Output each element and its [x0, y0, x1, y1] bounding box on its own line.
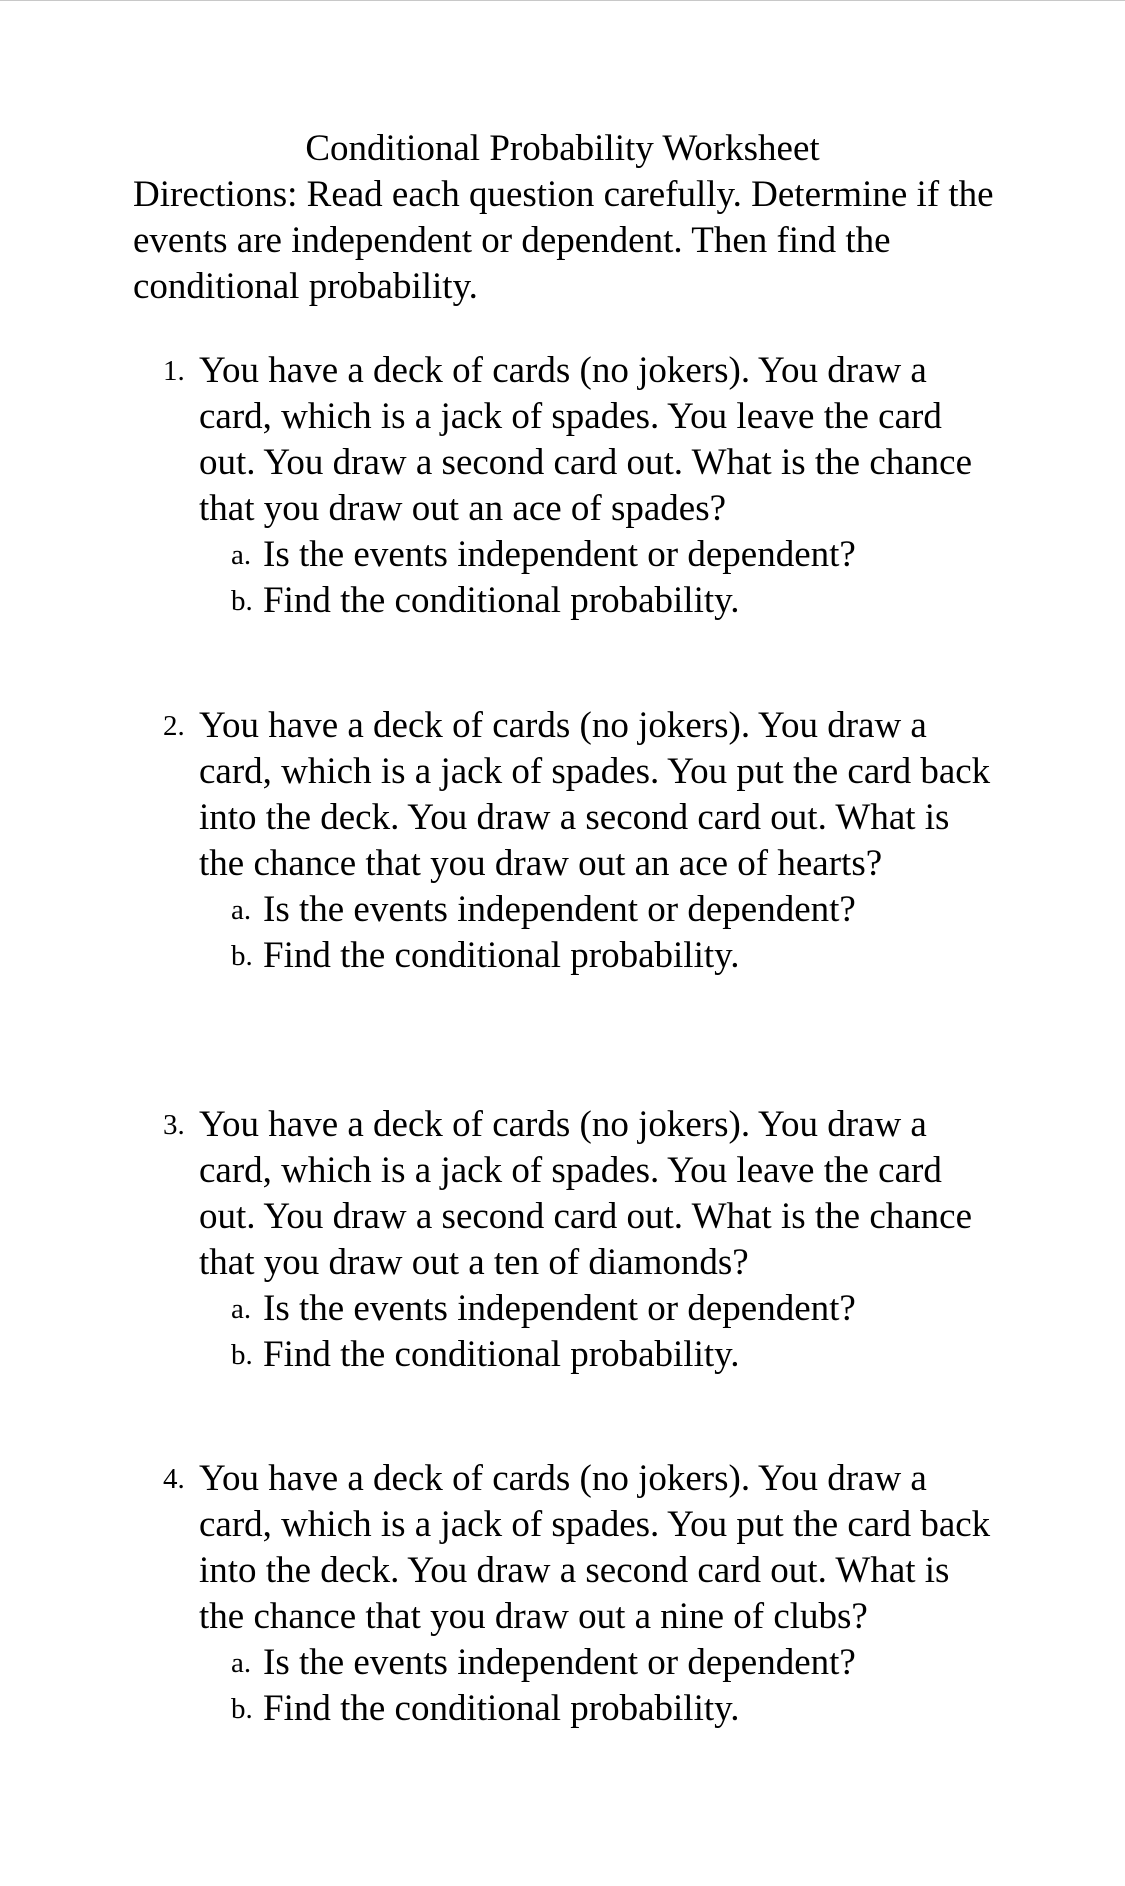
question-1-prompt	[163, 348, 1003, 532]
part-text: Find the conditional probability.	[263, 580, 740, 621]
question-3	[163, 1102, 1003, 1378]
question-number: 3.	[163, 1109, 185, 1141]
part-letter: a.	[231, 894, 252, 926]
question-number: 1.	[163, 355, 185, 387]
question-text: You have a deck of cards (no jokers). You draw a card, which is a jack of spades. You leave the card out. You draw a second card out. What is the chance that you draw out an ace of spades?	[199, 350, 973, 529]
question-2	[163, 703, 1003, 979]
question-text: You have a deck of cards (no jokers). You draw a card, which is a jack of spades. You put the card back into the deck. You draw a second card out. What is the chance that you draw out a nine of clubs?	[199, 1458, 991, 1637]
part-text: Is the events independent or dependent?	[263, 889, 856, 930]
part-letter: b.	[231, 1339, 253, 1371]
question-4	[163, 1456, 1003, 1732]
question-3-prompt	[163, 1102, 1003, 1286]
question-number: 4.	[163, 1463, 185, 1495]
question-1-part-b	[163, 578, 1003, 624]
page-title: Conditional Probability Worksheet	[305, 128, 820, 169]
question-4-part-a	[163, 1640, 1003, 1686]
question-3-part-b	[163, 1332, 1003, 1378]
part-text: Is the events independent or dependent?	[263, 1288, 856, 1329]
question-2-prompt	[163, 703, 1003, 887]
part-letter: b.	[231, 940, 253, 972]
part-text: Find the conditional probability.	[263, 1334, 740, 1375]
part-text: Is the events independent or dependent?	[263, 1642, 856, 1683]
directions-text: Directions: Read each question carefully. Determine if the events are independent or dependent. Then find the conditional probability.	[133, 174, 994, 307]
question-text: You have a deck of cards (no jokers). You draw a card, which is a jack of spades. You put the card back into the deck. You draw a second card out. What is the chance that you draw out an ace of hearts?	[199, 705, 991, 884]
question-2-part-b	[163, 933, 1003, 979]
question-4-prompt	[163, 1456, 1003, 1640]
part-letter: a.	[231, 1293, 252, 1325]
part-letter: b.	[231, 585, 253, 617]
question-1	[163, 348, 1003, 624]
part-text: Find the conditional probability.	[263, 1688, 740, 1729]
part-letter: a.	[231, 539, 252, 571]
part-letter: b.	[231, 1693, 253, 1725]
part-text: Is the events independent or dependent?	[263, 534, 856, 575]
part-letter: a.	[231, 1647, 252, 1679]
question-text: You have a deck of cards (no jokers). You draw a card, which is a jack of spades. You leave the card out. You draw a second card out. What is the chance that you draw out a ten of diamonds?	[199, 1104, 973, 1283]
question-1-part-a	[163, 532, 1003, 578]
question-number: 2.	[163, 710, 185, 742]
question-3-part-a	[163, 1286, 1003, 1332]
question-4-part-b	[163, 1686, 1003, 1732]
part-text: Find the conditional probability.	[263, 935, 740, 976]
question-2-part-a	[163, 887, 1003, 933]
